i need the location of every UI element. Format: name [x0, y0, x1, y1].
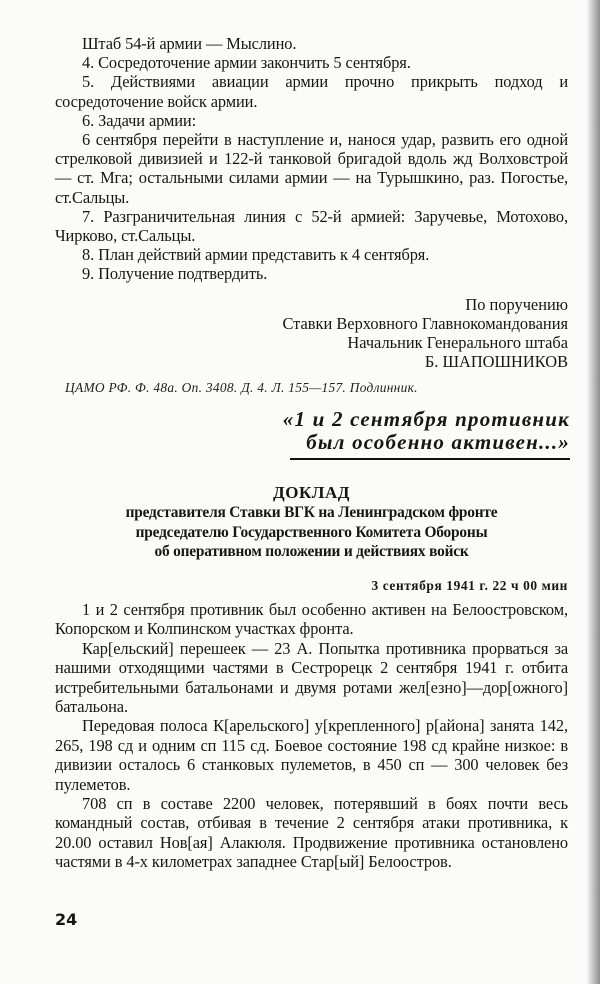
epigraph-underline	[290, 458, 570, 460]
page-number: 24	[55, 910, 78, 929]
document-title: ДОКЛАД	[273, 483, 350, 502]
directive-continuation	[55, 34, 568, 396]
archive-reference: ЦАМО РФ. Ф. 48а. Оп. 3408. Д. 4. Л. 155—157. Подлинник.	[65, 380, 418, 396]
signature-line: Начальник Генерального штаба	[347, 333, 568, 353]
section-epigraph	[270, 408, 570, 460]
paragraph: 9. Получение подтвердить.	[82, 264, 268, 284]
signatory-name: Б. ШАПОШНИКОВ	[424, 352, 568, 372]
epigraph-line: «1 и 2 сентября противник	[282, 407, 570, 431]
paragraph: 7. Разграничительная линия с 52-й армией: Заручевье, Мотохово, Чирково, ст.Сальцы.	[55, 206, 568, 246]
document-date: 3 сентября 1941 г. 22 ч 00 мин	[371, 578, 568, 593]
paragraph: 6 сентября перейти в наступление и, нанося удар, развить его одной стрелковой дивизией и 122-й танковой бригадой вдоль жд Волховстрой — ст. Мга; остальными силами армии — на Турышкино, раз. Погостье, ст.Сальцы.	[55, 130, 568, 207]
document-heading	[55, 483, 568, 562]
paragraph: 8. План действий армии представить к 4 сентября.	[82, 245, 430, 265]
paragraph: 708 сп в составе 2200 человек, потерявший в боях почти весь командный состав, отбивая в течение 2 сентября атаки противника, к 20.00 оставил Нов[ая] Алакюля. Продвижение противника остановлено частями в 4-х километрах западнее Стар[ый] Белоостров.	[55, 794, 568, 872]
signature-line: По поручению	[465, 294, 568, 314]
paragraph: Кар[ельский] перешеек — 23 А. Попытка противника прорваться за нашими отходящими частями в Сестрорецк 2 сентября 1941 г. отбита истребительными батальонами и двумя ротами жел[езно]—дор[ожного] батальона.	[55, 638, 568, 717]
paragraph: 6. Задачи армии:	[82, 110, 197, 130]
paragraph: 1 и 2 сентября противник был особенно активен на Белоостровском, Копорском и Колпинском участках фронта.	[55, 600, 568, 639]
book-binding-shadow	[586, 0, 600, 984]
paragraph: Передовая полоса К[арельского] у[крепленного] р[айона] занята 142, 265, 198 сд и одним сп 115 сд. Боевое состояние 198 сд крайне низкое: в дивизии осталось 6 станковых пулеметов, в 450 сп — 300 человек без пулеметов.	[55, 716, 568, 794]
paragraph: 5. Действиями авиации армии прочно прикрыть подход и сосредоточение войск армии.	[55, 72, 568, 111]
document-subtitle: представителя Ставки ВГК на Ленинградском фронте	[125, 504, 498, 521]
epigraph-line: был особенно активен...»	[306, 430, 570, 454]
signature-block	[55, 295, 568, 372]
signature-line: Ставки Верховного Главнокомандования	[282, 313, 568, 333]
paragraph: 4. Сосредоточение армии закончить 5 сентября.	[82, 53, 411, 73]
document-subtitle: об оперативном положении и действиях войск	[154, 543, 469, 560]
report-body	[55, 600, 568, 872]
document-subtitle: председателю Государственного Комитета Обороны	[135, 523, 488, 541]
paragraph: Штаб 54-й армии — Мыслино.	[82, 34, 297, 53]
